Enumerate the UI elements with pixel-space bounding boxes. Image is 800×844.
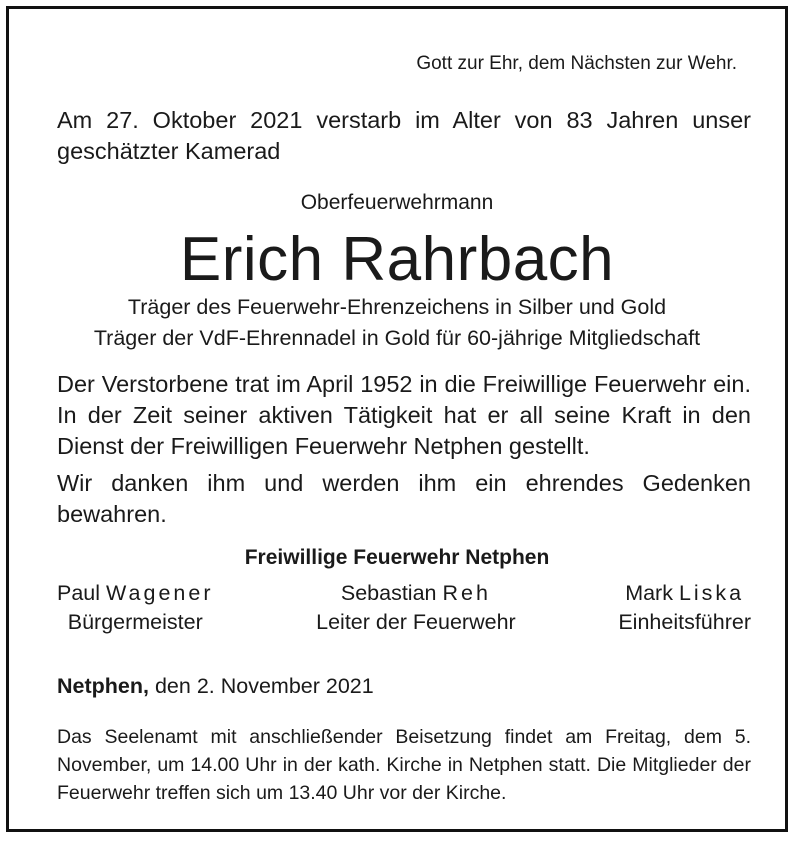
honors bbox=[9, 292, 785, 354]
intro-text: Am 27. Oktober 2021 verstarb im Alter von 83 Jahren unser geschätzter Kamerad bbox=[57, 107, 751, 164]
signer bbox=[57, 579, 213, 637]
signer bbox=[316, 579, 516, 637]
signer bbox=[618, 579, 751, 637]
obituary-frame bbox=[6, 6, 788, 832]
signers bbox=[57, 579, 751, 637]
organization-name: Freiwillige Feuerwehr Netphen bbox=[244, 546, 550, 569]
honor-line: Träger des Feuerwehr-Ehrenzeichens in Silber und Gold bbox=[127, 295, 667, 319]
deceased-name: Erich Rahrbach bbox=[179, 225, 615, 294]
signer-role: Bürgermeister bbox=[67, 610, 203, 634]
place-date bbox=[57, 674, 374, 699]
signer-name: Mark Liska bbox=[625, 581, 745, 605]
signer-name: Paul Wagener bbox=[57, 581, 214, 605]
membership-text: Der Verstorbene trat im April 1952 in die Freiwillige Feuerwehr ein. In der Zeit seiner aktiven Tätigkeit hat er all seine Kraft in den Dienst der Freiwilligen Feuerwehr Netphen gestellt. bbox=[57, 371, 751, 459]
place: Netphen, bbox=[57, 674, 149, 698]
honor-line: Träger der VdF-Ehrennadel in Gold für 60-jährige Mitgliedschaft bbox=[93, 326, 701, 350]
rank-title: Oberfeuerwehrmann bbox=[300, 191, 494, 214]
signer-name: Sebastian Reh bbox=[340, 581, 491, 605]
funeral-notice: Das Seelenamt mit anschließender Beisetzung findet am Freitag, dem 5. November, um 14.00 Uhr in der kath. Kirche in Netphen statt. Die Mitglieder der Feuerwehr treffen sich um 13.40 Uhr vor der Kirche. bbox=[57, 726, 751, 804]
motto: Gott zur Ehr, dem Nächsten zur Wehr. bbox=[416, 53, 737, 74]
thanks-text: Wir danken ihm und werden ihm ein ehrendes Gedenken bewahren. bbox=[57, 470, 751, 527]
date: den 2. November 2021 bbox=[154, 674, 374, 698]
signer-role: Leiter der Feuerwehr bbox=[316, 610, 516, 634]
signer-role: Einheitsführer bbox=[618, 610, 751, 634]
